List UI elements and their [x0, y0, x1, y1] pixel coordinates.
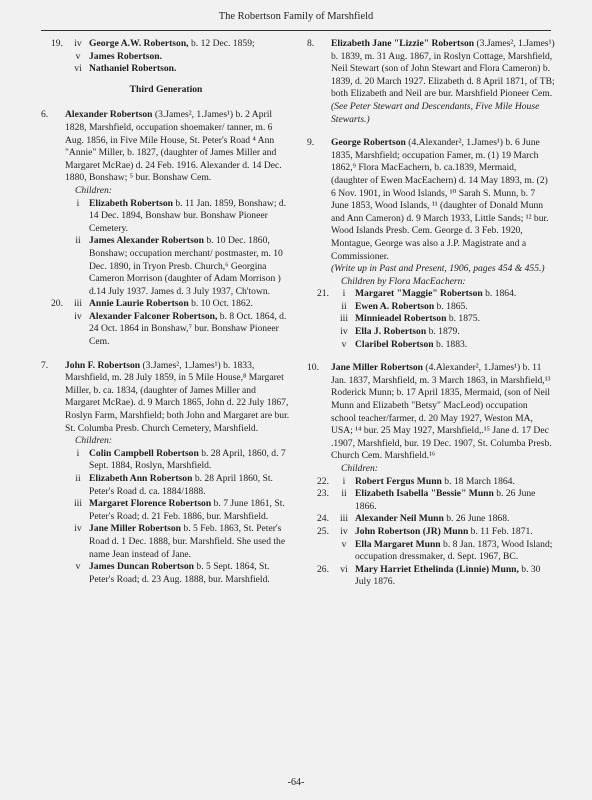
child-details: b. 28 April, 1860, d. 7 Sept. 1884, Roslyn, Marshfield. — [89, 447, 286, 472]
person-text — [331, 137, 555, 276]
child-ref-number: 25. — [317, 525, 329, 537]
child-details: b. 1883. — [433, 338, 468, 350]
child-text — [89, 235, 291, 298]
child-text — [89, 498, 291, 523]
child-ref-number: 26. — [317, 563, 329, 575]
child-ref-number — [41, 311, 67, 349]
child-roman-numeral: ii — [75, 473, 81, 484]
child-entry — [307, 539, 555, 564]
child-name: Claribel Robertson — [355, 338, 434, 350]
child-roman-numeral: v — [341, 538, 347, 550]
person-entry — [41, 360, 291, 436]
child-name: Mary Harriet Ethelinda (Linnie) Munn, — [355, 563, 519, 575]
child-name: Robert Fergus Munn — [355, 475, 442, 487]
child-text — [89, 63, 291, 76]
child-entry — [41, 448, 291, 473]
child-text — [89, 51, 291, 64]
child-ref-number: 21. — [317, 288, 329, 300]
child-entry — [41, 38, 291, 51]
child-details: b. 26 June 1868. — [443, 513, 510, 525]
person-name: John F. Robertson — [65, 359, 141, 371]
person-number: 10. — [307, 362, 319, 374]
child-details: b. 10 Dec. 1860, Bonshaw; occupation merchant/ postmaster, m. 10 Dec. 1890, in Tryon Presb. Church,⁶ Georgina Cameron Morrison (daughter of Adam Morrison ) d.14 July 1937. James d. 3 July 1937, Ch'town. — [89, 235, 283, 297]
child-entry — [307, 326, 555, 339]
child-details: b. 1864. — [482, 288, 517, 300]
child-ref-number — [41, 198, 67, 236]
child-roman-numeral: vi — [340, 563, 348, 575]
child-ref-number — [307, 313, 333, 326]
child-entry — [307, 476, 555, 489]
child-details: b. 28 April 1860, St. Peter's Road d. ca. 1884/1888. — [89, 473, 273, 497]
child-ref-number: 23. — [317, 488, 329, 500]
child-roman-numeral: iv — [340, 326, 348, 338]
child-roman-numeral: ii — [75, 235, 81, 247]
child-name: Ella J. Robertson — [355, 326, 427, 338]
child-ref-number — [41, 498, 67, 523]
child-entry — [307, 301, 555, 314]
child-ref-number — [41, 448, 67, 473]
child-name: Nathaniel Robertson. — [89, 63, 177, 75]
child-text — [355, 539, 555, 564]
person-details: (3.James², 1.James¹) b. 1833, Marshfield, m. 28 July 1859, in 5 Mile House,⁸ Margaret Miller, b. ca. 1834, (daughter of James Miller and Margaret McRae). d. 9 March 1865, John d. 22 July 1867, Roslyn Farm, Marshfield; both John and Margaret are bur. St. Columba Presb. Church Cemetery, Marshfield. — [65, 359, 290, 434]
person-name: Elizabeth Jane "Lizzie" Robertson — [331, 38, 475, 49]
child-name: John Robertson (JR) Munn — [355, 525, 469, 537]
right-column — [307, 38, 555, 589]
child-text — [355, 301, 555, 314]
child-details: b. 8 Oct. 1864, d. 24 Oct. 1864 in Bonshaw,⁷ bur. Bonshaw Pioneer Cem. — [89, 310, 287, 348]
child-text — [89, 473, 291, 498]
child-name: Ella Margaret Munn — [355, 538, 441, 550]
child-text — [355, 476, 555, 489]
person-entry — [307, 137, 555, 276]
child-roman-numeral: ii — [341, 300, 347, 312]
child-details: b. 11 Jan. 1859, Bonshaw; d. 14 Dec. 1894, Bonshaw bur. Bonshaw Pioneer Cemetery. — [89, 197, 287, 234]
child-roman-numeral: i — [76, 447, 80, 459]
person-name: George Robertson — [331, 137, 406, 149]
child-name: Margaret Florence Robertson — [89, 498, 212, 510]
child-roman-numeral: iv — [74, 38, 82, 49]
child-roman-numeral: iii — [74, 498, 82, 510]
child-entry — [307, 513, 555, 526]
child-name: Jane Miller Robertson — [89, 523, 182, 535]
child-roman-numeral: i — [76, 197, 80, 209]
child-ref-number — [307, 326, 333, 339]
child-details: b. 12 Dec. 1859; — [188, 38, 255, 49]
child-text — [89, 298, 291, 311]
child-details: b. 18 March 1864. — [441, 475, 515, 487]
child-roman-numeral: i — [342, 288, 346, 300]
child-entry — [41, 51, 291, 64]
person-details: (3.James², 1.James¹) b. 2 April 1828, Marshfield, occupation shoemaker/ tanner, m. 6 Aug. 1856, in Five Mile House, St. Peter's Road ⁴ Ann "Annie" Miller, b. 1827, (daughter of James Miller and Margaret McRae) d. 24 Feb. 1916. Alexander d. 14 Dec. 1880, Bonshaw; ⁵ bur. Bonshaw Cem. — [65, 109, 282, 184]
person-number: 9. — [307, 137, 315, 149]
child-text — [89, 561, 291, 586]
children-subheading: Children: — [341, 463, 378, 474]
person-entry — [307, 362, 555, 463]
person-number: 6. — [41, 109, 49, 121]
person-note: (See Peter Stewart and Descendants, Five Mile House Stewarts.) — [331, 100, 540, 125]
person-entry — [307, 38, 555, 126]
child-entry — [307, 339, 555, 352]
child-ref-number: 19. — [51, 38, 63, 49]
child-details: b. 1865. — [434, 300, 468, 312]
child-details: b. 5 Feb. 1863, St. Peter's Road d. 1 Dec. 1888, bur. Marshfield. She used the name Jean instead of Jane. — [89, 523, 286, 560]
child-ref-number — [41, 63, 67, 76]
child-roman-numeral: iii — [340, 313, 348, 325]
child-ref-number — [41, 235, 67, 298]
child-name: Elizabeth Robertson — [89, 197, 173, 209]
child-entry — [307, 564, 555, 589]
child-details: b. 1875. — [446, 313, 480, 325]
child-ref-number: 24. — [317, 513, 329, 525]
child-text — [89, 38, 291, 51]
child-roman-numeral: iv — [74, 310, 82, 322]
child-details: b. 8 Jan. 1873, Wood Island; occupation dressmaker, d. Sept. 1967, BC. — [355, 538, 553, 563]
child-name: Elizabeth Ann Robertson — [89, 473, 193, 484]
child-entry — [41, 235, 291, 298]
child-ref-number — [307, 339, 333, 352]
child-ref-number: 20. — [51, 298, 63, 310]
entry-spacer — [41, 349, 291, 360]
child-details: b. 11 Feb. 1871. — [468, 525, 533, 537]
person-text — [331, 38, 555, 126]
child-text — [355, 288, 555, 301]
person-number: 7. — [41, 359, 49, 371]
child-roman-numeral: iii — [340, 513, 348, 525]
child-details: b. 1879. — [426, 326, 460, 338]
children-subheading: Children: — [75, 184, 112, 196]
children-subheading: Children by Flora MacEachern: — [341, 275, 466, 287]
left-column — [41, 38, 291, 586]
child-roman-numeral: ii — [341, 488, 347, 500]
person-details: (4.Alexander², 1.James¹) b. 11 Jan. 1837, Marshfield, m. 3 March 1863, in Marshfield,¹³ Roderick Munn; b. 17 April 1835, Mermaid, (son of Neil Munn and Elizabeth "Betsy" MacLeod) occupation school teacher/farmer, d. 20 May 1927, Weston MA, USA; ¹⁴ bur. 25 May 1927, Marshfield,.¹⁵ Jane d. 17 Dec .1907, Marshfield, bur. 19 Dec. 1907, St. Columba Presb. Church Cem. Marshfield.¹⁶ — [331, 362, 552, 462]
page-number: -64- — [287, 777, 305, 788]
child-text — [89, 523, 291, 561]
child-name: Ewen A. Robertson — [355, 300, 435, 312]
child-details: b. 26 June 1866. — [355, 488, 536, 512]
child-details: b. 5 Sept. 1864, St. Peter's Road; d. 23 Aug. 1888, bur. Marshfield. — [89, 561, 270, 585]
child-text — [355, 326, 555, 339]
child-ref-number — [41, 51, 67, 64]
child-name: Elizabeth Isabella "Bessie" Munn — [355, 488, 494, 500]
child-entry — [307, 488, 555, 513]
child-text — [89, 311, 291, 349]
child-entry — [41, 523, 291, 561]
child-name: James Alexander Robertson — [89, 235, 204, 247]
header-rule — [41, 30, 551, 31]
person-note: (Write up in Past and Present, 1906, pages 454 & 455.) — [331, 263, 545, 275]
person-details: (3.James², 1.James¹) b. 1839, m. 31 Aug. 1867, in Roslyn Cottage, Marshfield, Neil Stewart (son of John Stewart and Flora Cameron) b. 1839, d. 20 March 1927. Elizabeth d. 8 April 1871, of TB; both Elizabeth and Neil are bur. Marshfield Pioneer Cem. — [331, 38, 555, 100]
person-entry — [41, 109, 291, 185]
child-name: George A.W. Robertson, — [89, 38, 189, 49]
child-entry — [41, 298, 291, 311]
person-text — [65, 109, 291, 185]
child-details: b. 10 Oct. 1862. — [188, 298, 253, 310]
child-roman-numeral: iv — [74, 523, 82, 535]
person-number: 8. — [307, 38, 315, 49]
child-ref-number — [41, 561, 67, 586]
child-roman-numeral: i — [342, 475, 346, 487]
child-roman-numeral: iv — [340, 525, 348, 537]
child-text — [89, 198, 291, 236]
child-entry — [41, 311, 291, 349]
section-heading: Third Generation — [129, 83, 203, 95]
child-details: b. 30 July 1876. — [355, 563, 541, 588]
child-entry — [41, 63, 291, 76]
child-details: b. 7 June 1861, St. Peter's Road; d. 21 Feb. 1886, bur. Marshfield. — [89, 498, 285, 522]
child-ref-number: 22. — [317, 475, 329, 487]
child-roman-numeral: iii — [74, 298, 82, 310]
running-header: The Robertson Family of Marshfield — [218, 11, 374, 22]
child-entry — [41, 561, 291, 586]
child-ref-number — [307, 301, 333, 314]
child-entry — [307, 288, 555, 301]
child-entry — [41, 498, 291, 523]
child-name: Margaret "Maggie" Robertson — [355, 288, 483, 300]
child-text — [355, 488, 555, 513]
child-name: Alexander Neil Munn — [355, 513, 444, 525]
entry-spacer — [307, 126, 555, 137]
person-text — [331, 362, 555, 463]
child-entry — [307, 526, 555, 539]
child-name: James Robertson. — [89, 50, 163, 62]
child-entry — [41, 473, 291, 498]
child-text — [355, 339, 555, 352]
child-ref-number — [307, 539, 333, 564]
child-text — [355, 564, 555, 589]
child-roman-numeral: v — [75, 561, 81, 573]
child-ref-number — [41, 523, 67, 561]
person-text — [65, 360, 291, 436]
child-roman-numeral: v — [75, 50, 81, 62]
child-roman-numeral: v — [341, 338, 347, 350]
child-entry — [41, 198, 291, 236]
child-roman-numeral: vi — [74, 63, 82, 75]
children-subheading: Children: — [75, 435, 112, 447]
entry-spacer — [307, 351, 555, 362]
child-text — [355, 513, 555, 526]
child-text — [89, 448, 291, 473]
person-name: Alexander Robertson — [65, 109, 153, 121]
child-name: Colin Campbell Robertson — [89, 447, 199, 459]
child-ref-number — [41, 473, 67, 498]
child-name: Annie Laurie Robertson — [89, 298, 189, 310]
child-entry — [307, 313, 555, 326]
person-name: Jane Miller Robertson — [331, 362, 424, 374]
child-name: James Duncan Robertson — [89, 561, 195, 573]
person-details: (4.Alexander², 1.James¹) b. 6 June 1835, Marshfield; occupation Famer, m. (1) 19 March 1862,⁹ Flora MacEachern, b. ca.1839, Mermaid, (daughter of Ewen MacEachern) d. 14 May 1893, m. (2) 6 Nov. 1901, in Wood Islands, ¹⁰ Sarah S. Munn, b. 7 June 1853, Wood Islands, ¹¹ (daughter of Donald Munn and Ann Cameron) d. 9 March 1933, Little Sands; ¹² bur. Wood Islands Presb. Cem. George d. 3 Feb. 1920, Montague, George was also a J.P. Magistrate and a Commissioner. — [331, 137, 549, 262]
child-text — [355, 526, 555, 539]
child-name: Minnieadel Robertson — [355, 313, 447, 325]
child-name: Alexander Falconer Robertson, — [89, 310, 218, 322]
child-text — [355, 313, 555, 326]
